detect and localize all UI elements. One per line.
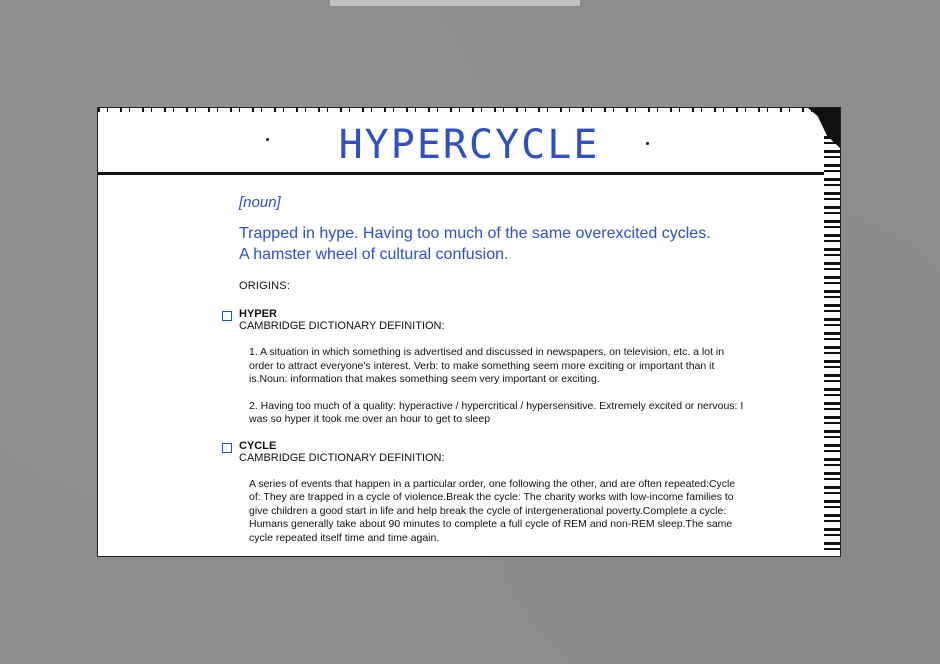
entry-word: CYCLE [239,439,277,452]
torn-edge-right [824,108,840,556]
definition-line: Trapped in hype. Having too much of the same overexcited cycles. [239,225,711,242]
origin-entry-hyper [239,308,759,427]
paper-scrap [330,0,580,6]
card-header [98,108,840,172]
header-divider [98,172,824,175]
definition-line: A hamster wheel of cultural confusion. [239,246,509,263]
page-title: HYPERCYCLE [338,122,600,168]
definition-card [98,108,840,556]
entry-source: CAMBRIDGE DICTIONARY DEFINITION: [239,320,445,332]
checkbox-icon [222,311,232,321]
part-of-speech: [noun] [239,194,281,211]
entry-source: CAMBRIDGE DICTIONARY DEFINITION: [239,451,445,464]
entry-paragraph: 1. A situation in which something is advertised and discussed in newspapers, on television, etc. a lot in order to attract everyone's interest. Verb: to make something seem more exciting or important than it is.Noun: information that makes something seem very important or exciting. [249,346,725,385]
definition-content [239,194,759,558]
origins-label: ORIGINS: [239,280,291,292]
speck [266,138,269,141]
main-definition [239,223,759,265]
entry-paragraph: 2. Having too much of a quality: hyperactive / hypercritical / hypersensitive. Extremely excited or nervous: I was so hyper it took me over an hour to get to sleep [249,399,744,425]
entry-word: HYPER [239,308,277,320]
entry-paragraph: A series of events that happen in a particular order, one following the other, and are often repeated:Cycle of: They are trapped in a cycle of violence.Break the cycle: The charity works with low-income families to give children a good start in life and help break the cycle of intergenerational poverty.Complete a cycle: Humans generally take about 90 minutes to complete a full cycle of REM and non-REM sleep.The same cycle repeated itself time and time again. [249,477,736,544]
checkbox-icon [222,443,232,453]
speck [646,142,649,145]
origin-entry-cycle [239,440,759,546]
